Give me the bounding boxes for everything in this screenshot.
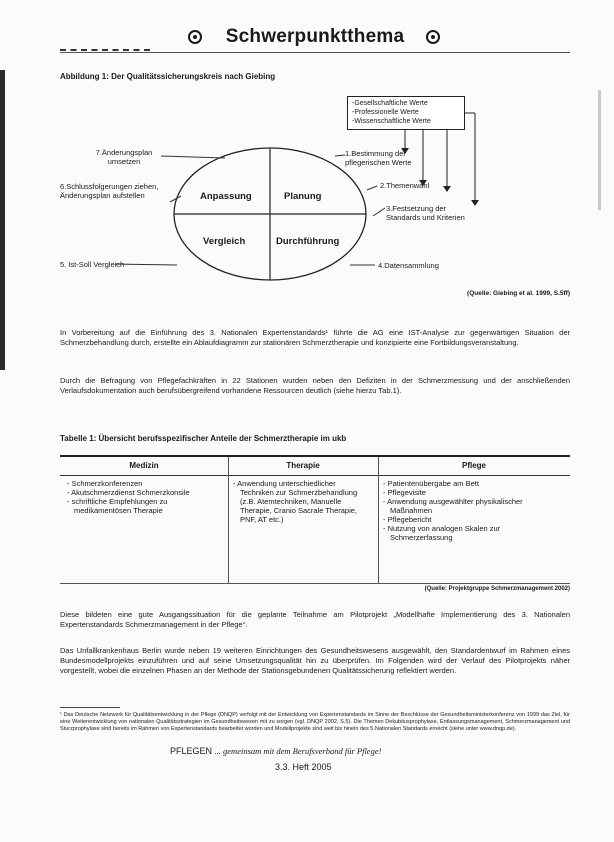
paragraph: In Vorbereitung auf die Einführung des 3. Nationalen Expertenstandards¹ führte die AG eine IST-Analyse zur gegenwärtigen Situation der Schmerzbehandlung durch, erstellte ein Ablaufdiagramm zur stationären Schmerztherapie und konzipierte eine Fortbildungsveranstaltung. [60,328,570,347]
table-column-divider [378,457,379,583]
table-header-rule [60,475,570,476]
table-source: (Quelle: Projektgruppe Schmerzmanagement 2002) [424,586,570,592]
connector-step3 [373,208,385,216]
list-item: - Schmerzkonferenzen [67,479,143,488]
step-4-label: 4.Datensammlung [378,261,439,270]
binder-edge [0,70,5,370]
values-box-line: -Professionelle Werte [352,109,419,116]
values-box [347,96,465,130]
column-header-therapie: Therapie [286,461,320,470]
connector-step7 [161,156,225,158]
footnote-rule [60,707,120,708]
bullseye-icon [426,30,440,44]
values-box-line: -Wissenschaftliche Werte [352,118,431,125]
figure-caption: Abbildung 1: Der Qualitätssicherungskreis nach Giebing [60,72,276,81]
paragraph: Durch die Befragung von Pflegefachkräften in 22 Stationen wurden neben den Defiziten in der Schmerzmessung und der anschließenden Verlaufsdokumentation auch berufsübergreifend vorhandene Ressourcen deutlich (siehe hierzu Tab.1). [60,376,570,395]
connector-step2 [367,186,377,190]
medizin-list [66,479,216,515]
table-caption: Tabelle 1: Übersicht berufsspezifischer Anteile der Schmerztherapie im ukb [60,434,347,443]
page-title: Schwerpunktthema [225,26,405,47]
paragraph: Diese bildeten eine gute Ausgangssituation für die geplante Teilnahme am Pilotprojekt „Modellhafte Implementierung des 3. Nationalen Expertenstandards Schmerzmanagement in der Pflege“. [60,610,570,629]
quadrant-anpassung: Anpassung [200,191,252,202]
step-1-label: 1.Bestimmung der pflegerischen Werte [345,149,412,167]
page-footer [170,746,470,756]
list-item: - Pflegevisite [383,488,426,497]
list-item: - schriftliche Empfehlungen zu medikamentösen Therapie [67,497,168,515]
quadrant-durchfuehrung: Durchführung [276,236,340,247]
values-box-line: -Gesellschaftliche Werte [352,100,428,107]
quadrant-vergleich: Vergleich [203,236,246,247]
quality-cycle-diagram [55,84,570,306]
header-rule [60,52,570,53]
column-header-pflege: Pflege [461,461,486,470]
scan-artifact [598,90,601,210]
footer-tagline: ... gemeinsam mit dem Berufsverband für Pflege! [214,746,382,756]
list-item: - Anwendung unterschiedlicher Techniken zur Schmerzbehandlung (z.B. Atemtechniken, Manuelle Therapie, Cranio Sacrale Therapie, PNF, AT etc.) [233,479,358,524]
pflege-list [382,479,562,542]
step-6-label: 6.Schlussfolgerungen ziehen, Änderungsplan aufstellen [60,182,159,200]
professions-table [60,455,570,584]
step-7-label: 7.Änderungsplan umsetzen [95,148,153,166]
list-item: - Patientenübergabe am Bett [383,479,479,488]
step-2-label: 2.Themenwahl [380,181,430,190]
list-item: - Anwendung ausgewählter physikalischer Maßnahmen [383,497,523,515]
column-header-medizin: Medizin [129,461,159,470]
footnote: ¹ Das Deutsche Netzwerk für Qualitätsentwicklung in der Pflege (DNQP) verfolgt mit der Entwicklung von Expertenstandards im Sinne der Beschlüsse der Gesundheitsministerkonferenz von 1999 das Ziel, für eine Weiterentwicklung von nationalen Qualitätsstrategien im Gesundheitswesen mit zu sorgen (vgl. DNQP 2002, S.5). Die Themen Dekubitusprophylaxe, Entlassungsmanagement, Schmerzmanagement und Sturzprophylaxe sind bereits im Rahmen von Expertenstandards bearbeitet worden und Modellprojekte sind weit bis hinein des 5.Nationalen Standards erreicht (siehe unter www.dnqp.de). [60,712,570,732]
page-header [60,26,570,50]
page-info: 3.3. Heft 2005 [275,762,332,772]
table-column-divider [228,457,229,583]
step-5-label: 5. Ist-Soll Vergleich [60,260,125,269]
quadrant-planung: Planung [284,191,322,202]
list-item: - Nutzung von analogen Skalen zur Schmerzerfassung [383,524,501,542]
list-item: - Akutschmerzdienst Schmerzkonsile [67,488,190,497]
bullseye-icon [188,30,202,44]
figure-source: (Quelle: Giebing et al. 1999, S.5ff) [467,290,570,297]
footer-brand: PFLEGEN [170,746,213,756]
arrow-head [443,186,451,192]
connector-step1 [335,155,345,156]
therapie-list [232,479,367,524]
paragraph: Das Unfallkrankenhaus Berlin wurde neben 19 weiteren Einrichtungen des Gesundheitswesens ausgewählt, den Standardentwurf im Rahmen eines Bundesmodellprojekts einzuführen und auf seine Umsetzungsqualität hin zu überprüfen. Im Folgenden wird der Verlauf des Pilotprojekts näher vorgestellt, wobei die einzelnen Phasen an der Methode der Stationsgebundenen Qualitätssicherung reflektiert werden. [60,646,570,675]
step-3-label: 3.Festsetzung der Standards und Kriterien [386,204,465,222]
list-item: - Pflegebericht [383,515,432,524]
